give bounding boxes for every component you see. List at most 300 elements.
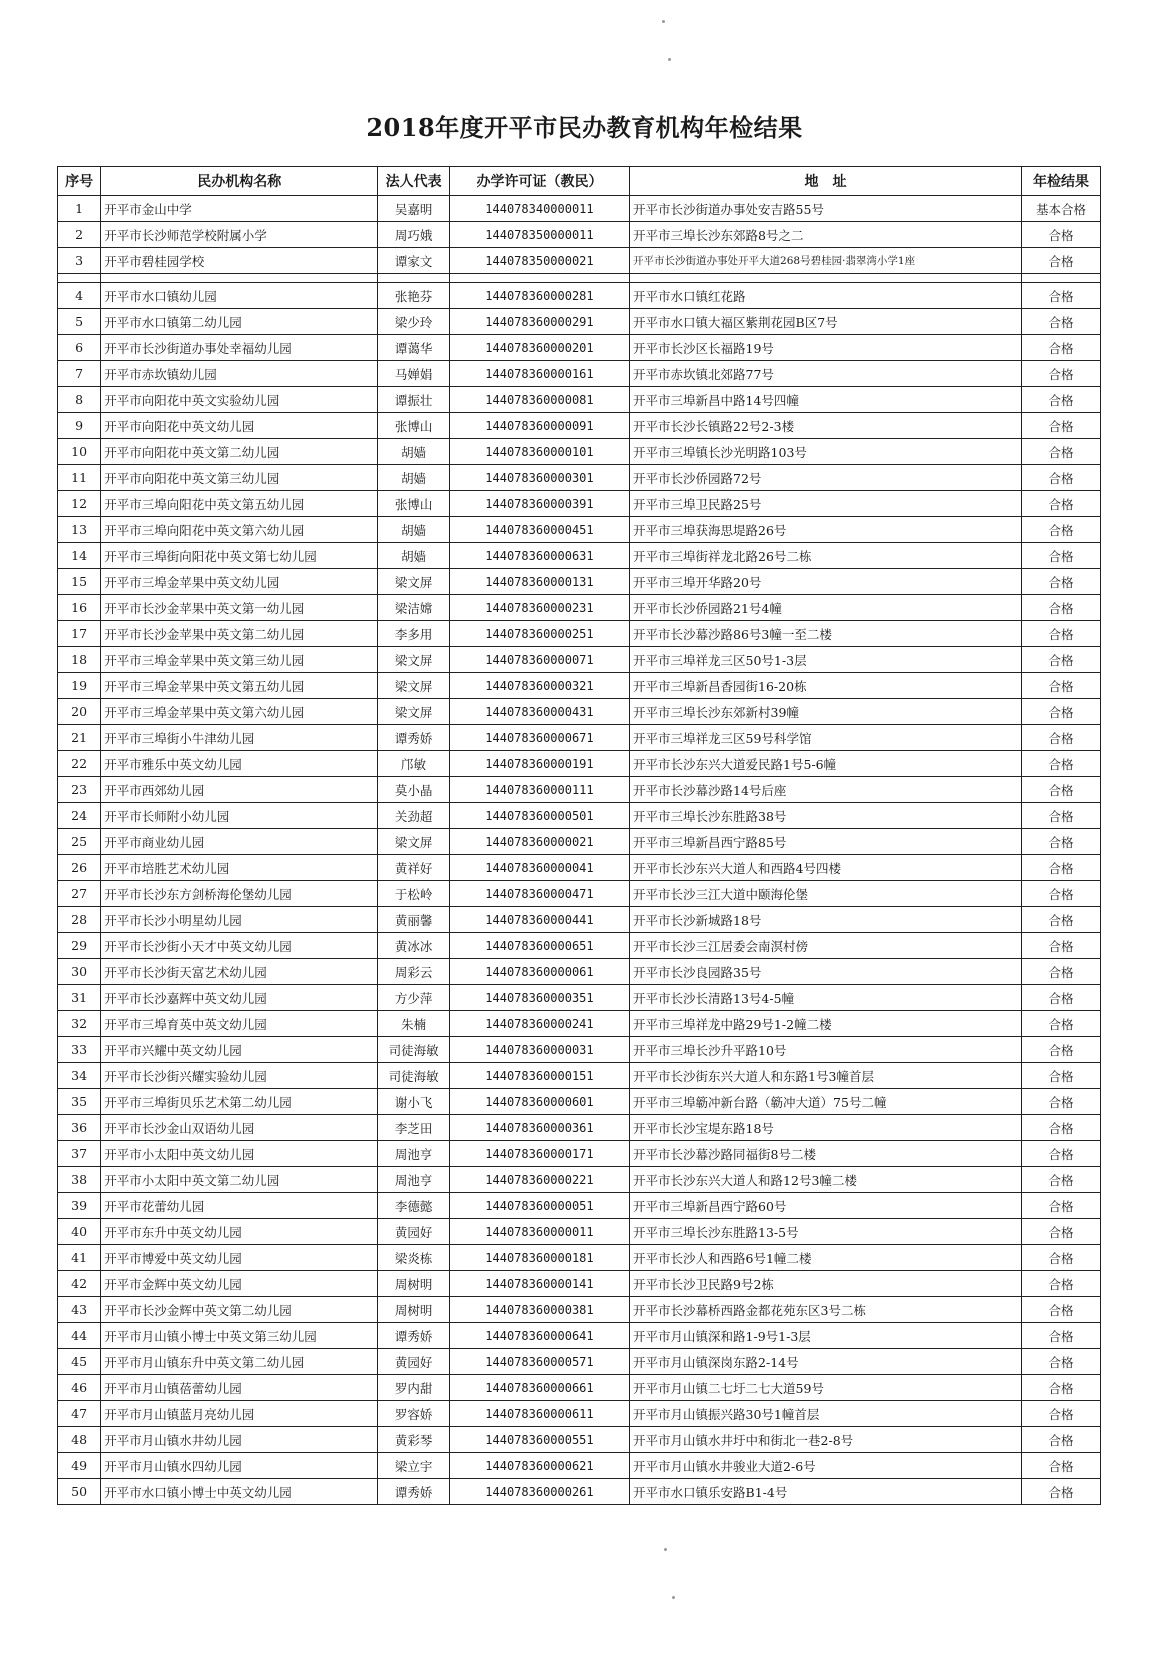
legal-representative: 莫小晶 [378,777,450,803]
row-number: 39 [58,1193,101,1219]
row-number: 13 [58,517,101,543]
inspection-result: 合格 [1021,647,1100,673]
license-number: 144078360000501 [449,803,629,829]
row-number: 34 [58,1063,101,1089]
row-number: 17 [58,621,101,647]
row-number: 20 [58,699,101,725]
table-row [58,673,1101,699]
institution-name: 开平市长沙东方剑桥海伦堡幼儿园 [101,881,378,907]
inspection-result: 合格 [1021,855,1100,881]
license-number: 144078360000391 [449,491,629,517]
institution-name: 开平市培胜艺术幼儿园 [101,855,378,881]
table-row [58,595,1101,621]
legal-representative: 关劲超 [378,803,450,829]
legal-representative: 黄园好 [378,1219,450,1245]
inspection-result: 合格 [1021,1323,1100,1349]
institution-name: 开平市长师附小幼儿园 [101,803,378,829]
legal-representative: 方少萍 [378,985,450,1011]
institution-name: 开平市水口镇小博士中英文幼儿园 [101,1479,378,1505]
license-number: 144078360000011 [449,1219,629,1245]
legal-representative: 司徒海敏 [378,1063,450,1089]
table-row [58,777,1101,803]
legal-representative: 梁少玲 [378,309,450,335]
inspection-result: 合格 [1021,309,1100,335]
address: 开平市三埠开华路20号 [630,569,1022,595]
legal-representative: 梁文屏 [378,673,450,699]
institution-name: 开平市花蕾幼儿园 [101,1193,378,1219]
address: 开平市长沙卫民路9号2栋 [630,1271,1022,1297]
inspection-result: 合格 [1021,1141,1100,1167]
legal-representative: 谭蔼华 [378,335,450,361]
license-number: 144078360000061 [449,959,629,985]
institution-name: 开平市月山镇蓝月亮幼儿园 [101,1401,378,1427]
license-number: 144078360000361 [449,1115,629,1141]
address: 开平市长沙三江大道中颐海伦堡 [630,881,1022,907]
legal-representative: 胡嫱 [378,517,450,543]
header-name: 民办机构名称 [101,167,378,196]
table-row [58,1245,1101,1271]
row-number: 11 [58,465,101,491]
address: 开平市长沙三江居委会南溟村傍 [630,933,1022,959]
legal-representative: 周池亨 [378,1141,450,1167]
table-row [58,1115,1101,1141]
institution-name: 开平市三埠街向阳花中英文第七幼儿园 [101,543,378,569]
inspection-result: 合格 [1021,595,1100,621]
legal-representative: 张博山 [378,491,450,517]
legal-representative: 李芝田 [378,1115,450,1141]
address: 开平市三埠祥龙中路29号1-2幢二楼 [630,1011,1022,1037]
license-number: 144078360000641 [449,1323,629,1349]
address: 开平市长沙东兴大道人和西路4号四楼 [630,855,1022,881]
address: 开平市长沙宝堤东路18号 [630,1115,1022,1141]
inspection-result: 合格 [1021,829,1100,855]
table-row [58,959,1101,985]
table-row [58,309,1101,335]
license-number: 144078360000551 [449,1427,629,1453]
address: 开平市长沙新城路18号 [630,907,1022,933]
legal-representative: 罗内甜 [378,1375,450,1401]
institution-name: 开平市西郊幼儿园 [101,777,378,803]
inspection-result: 合格 [1021,803,1100,829]
address: 开平市三埠祥龙三区50号1-3层 [630,647,1022,673]
address: 开平市三埠新昌西宁路85号 [630,829,1022,855]
inspection-result: 合格 [1021,1089,1100,1115]
institution-name: 开平市商业幼儿园 [101,829,378,855]
license-number: 144078360000081 [449,387,629,413]
institution-name: 开平市向阳花中英文幼儿园 [101,413,378,439]
license-number: 144078360000661 [449,1375,629,1401]
table-row [58,699,1101,725]
address: 开平市月山镇深岗东路2-14号 [630,1349,1022,1375]
institution-name: 开平市兴耀中英文幼儿园 [101,1037,378,1063]
address: 开平市水口镇大福区紫荆花园B区7号 [630,309,1022,335]
legal-representative: 梁洁嫦 [378,595,450,621]
row-number: 7 [58,361,101,387]
address: 开平市水口镇乐安路B1-4号 [630,1479,1022,1505]
row-number: 6 [58,335,101,361]
legal-representative: 于松岭 [378,881,450,907]
page-title: 2018年度开平市民办教育机构年检结果 [366,113,803,142]
inspection-result: 合格 [1021,959,1100,985]
address: 开平市长沙幕沙路14号后座 [630,777,1022,803]
license-number: 144078360000161 [449,361,629,387]
license-number: 144078360000451 [449,517,629,543]
table-row [58,335,1101,361]
table-row [58,1193,1101,1219]
license-number: 144078360000611 [449,1401,629,1427]
license-number: 144078360000231 [449,595,629,621]
table-row [58,1063,1101,1089]
row-number: 8 [58,387,101,413]
inspection-result: 合格 [1021,387,1100,413]
inspection-result: 合格 [1021,1427,1100,1453]
row-number: 43 [58,1297,101,1323]
inspection-result: 合格 [1021,1271,1100,1297]
table-row [58,1271,1101,1297]
table-row [58,439,1101,465]
license-number: 144078360000071 [449,647,629,673]
address: 开平市长沙街道办事处安吉路55号 [630,196,1022,222]
table-row [58,1349,1101,1375]
legal-representative: 黄冰冰 [378,933,450,959]
row-number: 23 [58,777,101,803]
license-number: 144078360000171 [449,1141,629,1167]
institution-name: 开平市三埠街贝乐艺术第二幼儿园 [101,1089,378,1115]
institution-name: 开平市三埠向阳花中英文第六幼儿园 [101,517,378,543]
inspection-result: 合格 [1021,222,1100,248]
license-number: 144078360000181 [449,1245,629,1271]
row-number: 33 [58,1037,101,1063]
institution-name: 开平市小太阳中英文幼儿园 [101,1141,378,1167]
institution-name: 开平市长沙金辉中英文第二幼儿园 [101,1297,378,1323]
table-row [58,1089,1101,1115]
license-number: 144078360000651 [449,933,629,959]
row-number: 29 [58,933,101,959]
table-row [58,1427,1101,1453]
address: 开平市长沙街道办事处开平大道268号碧桂园·翡翠湾小学1座 [630,248,1022,274]
row-number: 27 [58,881,101,907]
legal-representative: 周彩云 [378,959,450,985]
address: 开平市月山镇深和路1-9号1-3层 [630,1323,1022,1349]
institution-name: 开平市长沙金苹果中英文第二幼儿园 [101,621,378,647]
institution-name: 开平市三埠街小牛津幼儿园 [101,725,378,751]
legal-representative: 朱楠 [378,1011,450,1037]
legal-representative: 谭秀娇 [378,1323,450,1349]
table-row [58,1141,1101,1167]
table-row [58,413,1101,439]
inspection-result: 合格 [1021,673,1100,699]
license-number: 144078360000201 [449,335,629,361]
table-row [58,1375,1101,1401]
row-number: 25 [58,829,101,855]
row-number: 1 [58,196,101,222]
license-number: 144078340000011 [449,196,629,222]
table-row [58,1453,1101,1479]
license-number: 144078360000381 [449,1297,629,1323]
row-number: 26 [58,855,101,881]
row-number: 4 [58,283,101,309]
legal-representative: 罗容娇 [378,1401,450,1427]
row-number: 12 [58,491,101,517]
institution-name: 开平市向阳花中英文第三幼儿园 [101,465,378,491]
scan-speck [668,58,671,61]
table-row [58,803,1101,829]
table-row [58,907,1101,933]
address: 开平市长沙幕桥西路金都花苑东区3号二栋 [630,1297,1022,1323]
address: 开平市长沙人和西路6号1幢二楼 [630,1245,1022,1271]
legal-representative: 梁文屏 [378,569,450,595]
institution-name: 开平市长沙金苹果中英文第一幼儿园 [101,595,378,621]
legal-representative: 胡嫱 [378,465,450,491]
address: 开平市三埠长沙升平路10号 [630,1037,1022,1063]
kindergarten-rows [58,283,1101,1505]
inspection-result: 合格 [1021,1375,1100,1401]
legal-representative: 吴嘉明 [378,196,450,222]
institution-name: 开平市三埠金苹果中英文第五幼儿园 [101,673,378,699]
license-number: 144078360000191 [449,751,629,777]
inspection-result: 基本合格 [1021,196,1100,222]
address: 开平市三埠簕冲新台路（簕冲大道）75号二幢 [630,1089,1022,1115]
institution-name: 开平市月山镇蓓蕾幼儿园 [101,1375,378,1401]
legal-representative: 黄丽馨 [378,907,450,933]
row-number: 18 [58,647,101,673]
institution-name: 开平市月山镇水四幼儿园 [101,1453,378,1479]
inspection-result: 合格 [1021,1297,1100,1323]
legal-representative: 黄园好 [378,1349,450,1375]
legal-representative: 谭秀娇 [378,725,450,751]
row-number: 42 [58,1271,101,1297]
legal-representative: 马婵娟 [378,361,450,387]
table-row [58,881,1101,907]
row-number: 28 [58,907,101,933]
row-number: 21 [58,725,101,751]
license-number: 144078360000571 [449,1349,629,1375]
address: 开平市月山镇水井骏业大道2-6号 [630,1453,1022,1479]
inspection-result: 合格 [1021,621,1100,647]
inspection-result: 合格 [1021,439,1100,465]
address: 开平市三埠长沙东郊路8号之二 [630,222,1022,248]
row-number: 2 [58,222,101,248]
institution-name: 开平市长沙小明星幼儿园 [101,907,378,933]
address: 开平市三埠获海思堤路26号 [630,517,1022,543]
address: 开平市长沙东兴大道爱民路1号5-6幢 [630,751,1022,777]
address: 开平市三埠长沙东郊新村39幢 [630,699,1022,725]
table-row [58,1401,1101,1427]
institution-name: 开平市长沙师范学校附属小学 [101,222,378,248]
address: 开平市长沙侨园路72号 [630,465,1022,491]
table-row [58,725,1101,751]
institution-name: 开平市长沙街道办事处幸福幼儿园 [101,335,378,361]
row-number: 36 [58,1115,101,1141]
inspection-result: 合格 [1021,491,1100,517]
row-number: 3 [58,248,101,274]
address: 开平市月山镇振兴路30号1幢首层 [630,1401,1022,1427]
license-number: 144078360000261 [449,1479,629,1505]
inspection-result: 合格 [1021,777,1100,803]
address: 开平市赤坎镇北郊路77号 [630,361,1022,387]
institution-name: 开平市长沙金山双语幼儿园 [101,1115,378,1141]
legal-representative: 黄彩琴 [378,1427,450,1453]
scan-speck [662,20,665,23]
table-row [58,647,1101,673]
results-table [57,166,1101,1505]
header-rep: 法人代表 [378,167,450,196]
inspection-result: 合格 [1021,751,1100,777]
group-separator [58,274,1101,283]
institution-name: 开平市向阳花中英文第二幼儿园 [101,439,378,465]
table-row [58,1219,1101,1245]
license-number: 144078360000321 [449,673,629,699]
license-number: 144078360000041 [449,855,629,881]
legal-representative: 梁文屏 [378,829,450,855]
row-number: 22 [58,751,101,777]
inspection-result: 合格 [1021,1479,1100,1505]
license-number: 144078350000021 [449,248,629,274]
inspection-result: 合格 [1021,1349,1100,1375]
institution-name: 开平市月山镇水井幼儿园 [101,1427,378,1453]
inspection-result: 合格 [1021,517,1100,543]
row-number: 30 [58,959,101,985]
scan-speck [664,1548,667,1551]
address: 开平市水口镇红花路 [630,283,1022,309]
table-row [58,361,1101,387]
table-row [58,491,1101,517]
address: 开平市三埠新昌中路14号四幢 [630,387,1022,413]
address: 开平市三埠街祥龙北路26号二栋 [630,543,1022,569]
table-row [58,829,1101,855]
legal-representative: 张艳芬 [378,283,450,309]
institution-name: 开平市月山镇东升中英文第二幼儿园 [101,1349,378,1375]
row-number: 14 [58,543,101,569]
inspection-result: 合格 [1021,1115,1100,1141]
address: 开平市长沙街东兴大道人和东路1号3幢首层 [630,1063,1022,1089]
institution-name: 开平市碧桂园学校 [101,248,378,274]
inspection-result: 合格 [1021,413,1100,439]
legal-representative: 李多用 [378,621,450,647]
license-number: 144078360000291 [449,309,629,335]
table-row [58,1297,1101,1323]
row-number: 47 [58,1401,101,1427]
inspection-result: 合格 [1021,283,1100,309]
inspection-result: 合格 [1021,1011,1100,1037]
table-row [58,248,1101,274]
address: 开平市长沙侨园路21号4幢 [630,595,1022,621]
address: 开平市三埠长沙东胜路38号 [630,803,1022,829]
license-number: 144078360000441 [449,907,629,933]
legal-representative: 胡嫱 [378,439,450,465]
table-row [58,1167,1101,1193]
legal-representative: 谭振壮 [378,387,450,413]
address: 开平市月山镇二七圩二七大道59号 [630,1375,1022,1401]
school-rows [58,196,1101,274]
institution-name: 开平市三埠金苹果中英文第六幼儿园 [101,699,378,725]
legal-representative: 周树明 [378,1271,450,1297]
header-license: 办学许可证（教民） [449,167,629,196]
license-number: 144078360000251 [449,621,629,647]
institution-name: 开平市水口镇幼儿园 [101,283,378,309]
row-number: 38 [58,1167,101,1193]
inspection-result: 合格 [1021,1219,1100,1245]
address: 开平市长沙东兴大道人和路12号3幢二楼 [630,1167,1022,1193]
table-row [58,1011,1101,1037]
table-row [58,387,1101,413]
inspection-result: 合格 [1021,985,1100,1011]
legal-representative: 谭家文 [378,248,450,274]
legal-representative: 梁文屏 [378,647,450,673]
license-number: 144078360000221 [449,1167,629,1193]
address: 开平市长沙长镇路22号2-3楼 [630,413,1022,439]
inspection-result: 合格 [1021,1063,1100,1089]
address: 开平市三埠新昌香园街16-20栋 [630,673,1022,699]
legal-representative: 李德懿 [378,1193,450,1219]
license-number: 144078360000021 [449,829,629,855]
row-number: 44 [58,1323,101,1349]
scan-speck [672,1596,675,1599]
table-header-row [58,167,1101,196]
row-number: 46 [58,1375,101,1401]
legal-representative: 谢小飞 [378,1089,450,1115]
inspection-result: 合格 [1021,699,1100,725]
address: 开平市长沙良园路35号 [630,959,1022,985]
institution-name: 开平市三埠向阳花中英文第五幼儿园 [101,491,378,517]
institution-name: 开平市金辉中英文幼儿园 [101,1271,378,1297]
row-number: 50 [58,1479,101,1505]
table-row [58,569,1101,595]
row-number: 41 [58,1245,101,1271]
license-number: 144078360000241 [449,1011,629,1037]
inspection-result: 合格 [1021,361,1100,387]
table-row [58,1037,1101,1063]
license-number: 144078360000601 [449,1089,629,1115]
license-number: 144078350000011 [449,222,629,248]
license-number: 144078360000631 [449,543,629,569]
row-number: 49 [58,1453,101,1479]
institution-name: 开平市长沙嘉辉中英文幼儿园 [101,985,378,1011]
legal-representative: 黄祥好 [378,855,450,881]
license-number: 144078360000141 [449,1271,629,1297]
row-number: 5 [58,309,101,335]
row-number: 31 [58,985,101,1011]
license-number: 144078360000151 [449,1063,629,1089]
institution-name: 开平市金山中学 [101,196,378,222]
row-number: 24 [58,803,101,829]
legal-representative: 周池亨 [378,1167,450,1193]
institution-name: 开平市博爱中英文幼儿园 [101,1245,378,1271]
address: 开平市三埠祥龙三区59号科学馆 [630,725,1022,751]
inspection-result: 合格 [1021,881,1100,907]
institution-name: 开平市东升中英文幼儿园 [101,1219,378,1245]
table-row [58,283,1101,309]
legal-representative: 司徒海敏 [378,1037,450,1063]
institution-name: 开平市水口镇第二幼儿园 [101,309,378,335]
legal-representative: 谭秀娇 [378,1479,450,1505]
institution-name: 开平市三埠金苹果中英文第三幼儿园 [101,647,378,673]
address: 开平市三埠卫民路25号 [630,491,1022,517]
license-number: 144078360000351 [449,985,629,1011]
address: 开平市三埠长沙东胜路13-5号 [630,1219,1022,1245]
inspection-result: 合格 [1021,569,1100,595]
license-number: 144078360000091 [449,413,629,439]
address: 开平市长沙幕沙路同福街8号二楼 [630,1141,1022,1167]
address: 开平市长沙幕沙路86号3幢一至二楼 [630,621,1022,647]
inspection-result: 合格 [1021,1193,1100,1219]
legal-representative: 梁文屏 [378,699,450,725]
header-no: 序号 [58,167,101,196]
institution-name: 开平市向阳花中英文实验幼儿园 [101,387,378,413]
separator-row [58,274,1101,283]
header-result: 年检结果 [1021,167,1100,196]
institution-name: 开平市长沙街兴耀实验幼儿园 [101,1063,378,1089]
